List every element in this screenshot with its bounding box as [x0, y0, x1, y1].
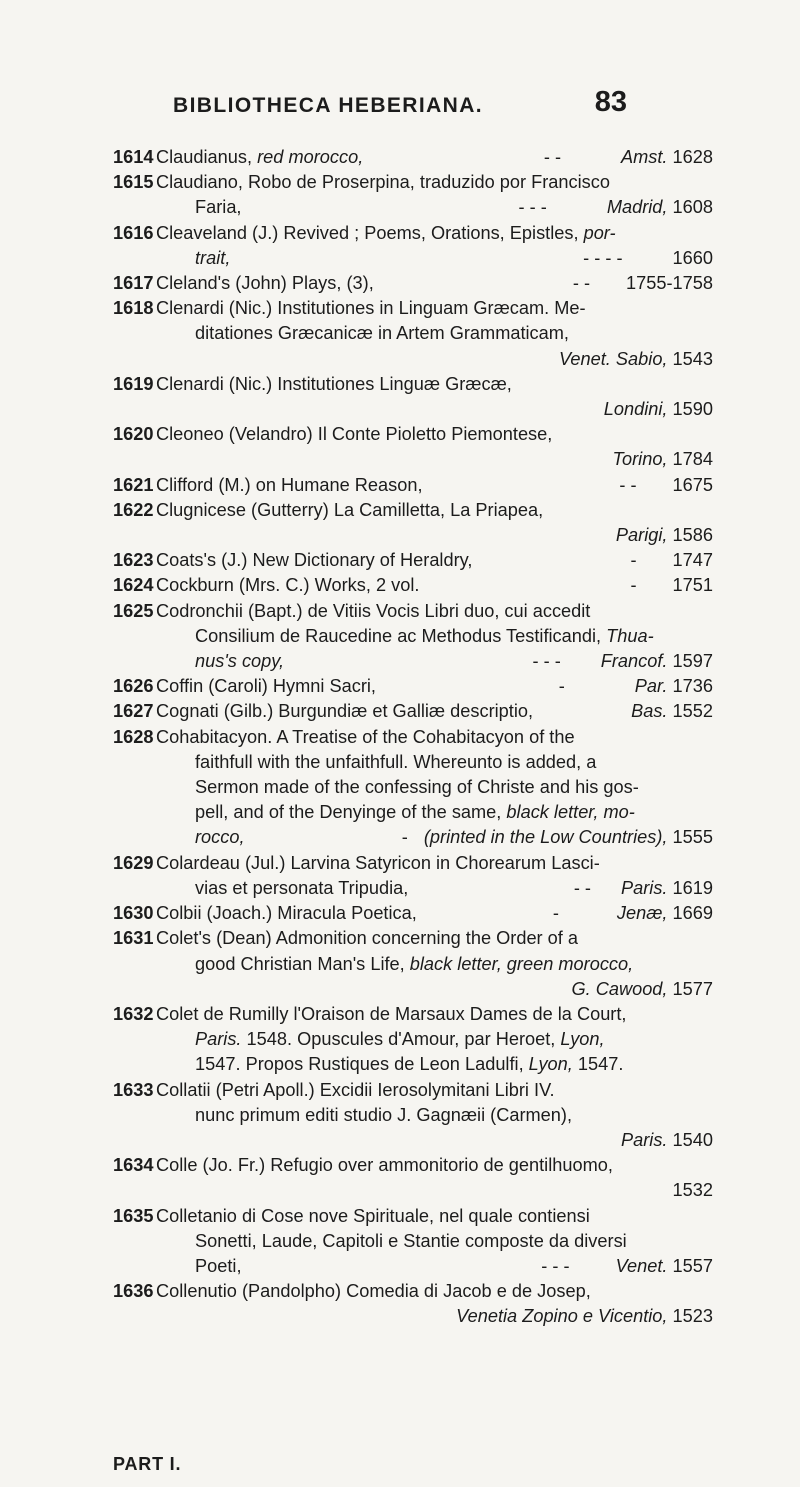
leader-dashes: -	[630, 575, 637, 596]
lot-number: 1620	[113, 424, 154, 445]
imprint-place: Paris.	[620, 1129, 668, 1150]
lot-number: 1626	[113, 676, 154, 697]
entry-text: Claudiano, Robo de Proserpina, traduzido por Francisco	[156, 172, 610, 193]
binding-note: black letter, mo-	[506, 802, 635, 823]
leader-dashes: - - -	[518, 197, 547, 218]
imprint-place: Madrid,	[606, 197, 668, 218]
catalogue-entry-1631	[113, 926, 713, 1002]
entry-text: Clifford (M.) on Humane Reason,	[156, 474, 423, 495]
entry-text: Clenardi (Nic.) Institutiones Linguæ Græcæ,	[156, 373, 512, 394]
imprint-place: Jenæ,	[616, 903, 668, 924]
lot-number: 1632	[113, 1003, 154, 1024]
entry-text: Faria,	[195, 197, 242, 218]
lot-number: 1623	[113, 550, 154, 571]
catalogue-entry-1632	[113, 1002, 713, 1078]
entry-text: Sermon made of the confessing of Christe and his gos-	[195, 777, 639, 798]
imprint-year: 1751	[672, 575, 713, 596]
catalogue-entry-1616	[113, 221, 713, 271]
imprint-place: Parigi,	[615, 525, 668, 546]
catalogue-entry-1630	[113, 901, 713, 926]
entry-text: Colbii (Joach.) Miracula Poetica,	[156, 903, 417, 924]
imprint-year: 1577	[667, 978, 713, 999]
page-header	[173, 86, 627, 126]
entry-text: Colet de Rumilly l'Oraison de Marsaux Dames de la Court,	[156, 1003, 627, 1024]
leader-dashes: -	[558, 676, 565, 697]
catalogue-entry-1625	[113, 599, 713, 675]
leader-dashes: - - -	[532, 651, 561, 672]
signature-mark: PART I.	[113, 1454, 182, 1474]
imprint-year: 1669	[667, 903, 713, 924]
imprint-place: Amst.	[621, 147, 668, 167]
imprint-year: 1586	[667, 525, 713, 546]
entry-text: good Christian Man's Life,	[195, 953, 410, 974]
entry-text: ditationes Græcanicæ in Artem Grammaticam,	[195, 323, 569, 344]
imprint-year: 1628	[667, 147, 713, 167]
lot-number: 1624	[113, 575, 154, 596]
binding-note: rocco,	[195, 827, 245, 848]
imprint-place: (printed in the Low Countries),	[423, 827, 668, 848]
entry-text: Coats's (J.) New Dictionary of Heraldry,	[156, 550, 473, 571]
imprint-year: 1619	[667, 877, 713, 898]
lot-number: 1635	[113, 1205, 154, 1226]
lot-number: 1631	[113, 928, 154, 949]
binding-note: por-	[583, 222, 616, 243]
imprint-place: Torino,	[612, 449, 668, 470]
entry-text: Cleoneo (Velandro) Il Conte Pioletto Piemontese,	[156, 424, 553, 445]
imprint-place: Londini,	[603, 399, 668, 420]
lot-number: 1633	[113, 1079, 154, 1100]
provenance-note: nus's copy,	[195, 651, 285, 672]
entry-text: 1548. Opuscules d'Amour, par Heroet,	[241, 1029, 561, 1050]
leader-dashes: - -	[543, 147, 561, 167]
imprint-year: 1547.	[572, 1054, 624, 1075]
catalogue-entry-1624	[113, 573, 713, 598]
catalogue-entry-1623	[113, 548, 713, 573]
catalogue-entry-1636	[113, 1279, 713, 1329]
imprint-year: 1597	[667, 651, 713, 672]
leader-dashes: - -	[572, 273, 591, 294]
lot-number: 1634	[113, 1155, 154, 1176]
entry-text: Claudianus,	[156, 147, 258, 167]
imprint-year: 1755-1758	[626, 273, 713, 294]
imprint-year: 1532	[672, 1180, 713, 1201]
lot-number: 1627	[113, 701, 154, 722]
binding-note: trait,	[195, 247, 231, 268]
lot-number: 1628	[113, 726, 154, 747]
entry-text: Collatii (Petri Apoll.) Excidii Ierosolymitani Libri IV.	[156, 1079, 555, 1100]
entry-text: Collenutio (Pandolpho) Comedia di Jacob e de Josep,	[156, 1281, 591, 1302]
catalogue-entry-1622	[113, 498, 713, 548]
imprint-place: Par.	[634, 676, 668, 697]
binding-note: red morocco,	[257, 147, 364, 167]
imprint-year: 1555	[667, 827, 713, 848]
catalogue-entry-1620	[113, 422, 713, 472]
entry-text: vias et personata Tripudia,	[195, 877, 409, 898]
entry-text: Colardeau (Jul.) Larvina Satyricon in Chorearum Lasci-	[156, 852, 600, 873]
imprint-year: 1608	[667, 197, 713, 218]
entry-text: Poeti,	[195, 1255, 242, 1276]
imprint-year: 1736	[667, 676, 713, 697]
imprint-place: G. Cawood,	[571, 978, 668, 999]
lot-number: 1618	[113, 298, 154, 319]
entry-text: Coffin (Caroli) Hymni Sacri,	[156, 676, 376, 697]
entry-text: Cockburn (Mrs. C.) Works, 2 vol.	[156, 575, 420, 596]
imprint-place: Paris.	[620, 877, 668, 898]
catalogue-entry-1617	[113, 271, 713, 296]
catalogue-entry-1629	[113, 851, 713, 901]
entry-text: Codronchii (Bapt.) de Vitiis Vocis Libri duo, cui accedit	[156, 600, 591, 621]
entry-text: nunc primum editi studio J. Gagnæii (Carmen),	[195, 1104, 573, 1125]
catalogue-entry-1633	[113, 1078, 713, 1154]
catalogue-entry-1621	[113, 473, 713, 498]
entry-text: Cleaveland (J.) Revived ; Poems, Orations, Epistles,	[156, 222, 584, 243]
imprint-year: 1675	[672, 474, 713, 495]
page-number: 83	[594, 86, 627, 118]
lot-number: 1629	[113, 852, 154, 873]
catalogue-entry-1626	[113, 674, 713, 699]
lot-number: 1622	[113, 499, 154, 520]
entry-text: Colletanio di Cose nove Spirituale, nel quale contiensi	[156, 1205, 590, 1226]
imprint-place: Lyon,	[560, 1029, 605, 1050]
catalogue-entry-1614	[113, 145, 713, 170]
imprint-year: 1557	[667, 1255, 713, 1276]
catalogue-entry-1615	[113, 170, 713, 220]
entry-text: Clenardi (Nic.) Institutiones in Linguam Græcam. Me-	[156, 298, 586, 319]
imprint-place: Venet. Sabio,	[558, 348, 668, 369]
leader-dashes: - -	[573, 877, 591, 898]
lot-number: 1616	[113, 222, 154, 243]
leader-dashes: - - -	[541, 1255, 570, 1276]
imprint-year: 1540	[667, 1129, 713, 1150]
imprint-year: 1660	[672, 247, 713, 268]
imprint-year: 1747	[672, 550, 713, 571]
lot-number: 1625	[113, 600, 154, 621]
leader-dashes: -	[552, 903, 559, 924]
imprint-place: Paris.	[195, 1029, 242, 1050]
entry-text: Cognati (Gilb.) Burgundiæ et Galliæ descriptio,	[156, 701, 534, 722]
entry-text: Cohabitacyon. A Treatise of the Cohabitacyon of the	[156, 726, 575, 747]
lot-number: 1636	[113, 1281, 154, 1302]
lot-number: 1619	[113, 373, 154, 394]
entry-text: Sonetti, Laude, Capitoli e Stantie composte da diversi	[195, 1230, 627, 1251]
entry-text: Cleland's (John) Plays, (3),	[156, 273, 374, 294]
lot-number: 1621	[113, 474, 154, 495]
binding-note: black letter, green morocco,	[409, 953, 634, 974]
catalogue-entry-1634	[113, 1153, 713, 1203]
imprint-year: 1784	[667, 449, 713, 470]
entry-text: pell, and of the Denyinge of the same,	[195, 802, 507, 823]
imprint-place: Bas.	[631, 701, 668, 722]
entry-text: 1547. Propos Rustiques de Leon Ladulfi,	[195, 1054, 529, 1075]
leader-dashes: - - - -	[583, 247, 623, 268]
lot-number: 1615	[113, 172, 154, 193]
entry-text: Colet's (Dean) Admonition concerning the Order of a	[156, 928, 579, 949]
lot-number: 1614	[113, 147, 154, 167]
imprint-place: Lyon,	[528, 1054, 573, 1075]
catalogue-entry-1628	[113, 725, 713, 851]
entry-text: Colle (Jo. Fr.) Refugio over ammonitorio de gentilhuomo,	[156, 1155, 613, 1176]
imprint-year: 1523	[667, 1306, 713, 1327]
entry-text: Consilium de Raucedine ac Methodus Testificandi,	[195, 625, 607, 646]
leader-dashes: - -	[619, 474, 637, 495]
imprint-year: 1590	[667, 399, 713, 420]
catalogue-entry-1618	[113, 296, 713, 372]
entry-text: Clugnicese (Gutterry) La Camilletta, La Priapea,	[156, 499, 544, 520]
imprint-year: 1543	[667, 348, 713, 369]
imprint-place: Venetia Zopino e Vicentio,	[456, 1306, 668, 1327]
provenance-note: Thua-	[606, 625, 654, 646]
imprint-year: 1552	[667, 701, 713, 722]
leader-dashes: -	[630, 550, 637, 571]
imprint-place: Venet.	[615, 1255, 668, 1276]
catalogue-entries	[113, 145, 713, 1330]
lot-number: 1617	[113, 273, 154, 294]
imprint-place: Francof.	[600, 651, 668, 672]
catalogue-entry-1635	[113, 1204, 713, 1280]
entry-text: faithfull with the unfaithfull. Whereunto is added, a	[195, 751, 597, 772]
catalogue-entry-1619	[113, 372, 713, 422]
running-title: BIBLIOTHECA HEBERIANA.	[173, 94, 484, 117]
leader-dashes: -	[401, 827, 408, 848]
lot-number: 1630	[113, 903, 154, 924]
catalogue-entry-1627	[113, 699, 713, 724]
